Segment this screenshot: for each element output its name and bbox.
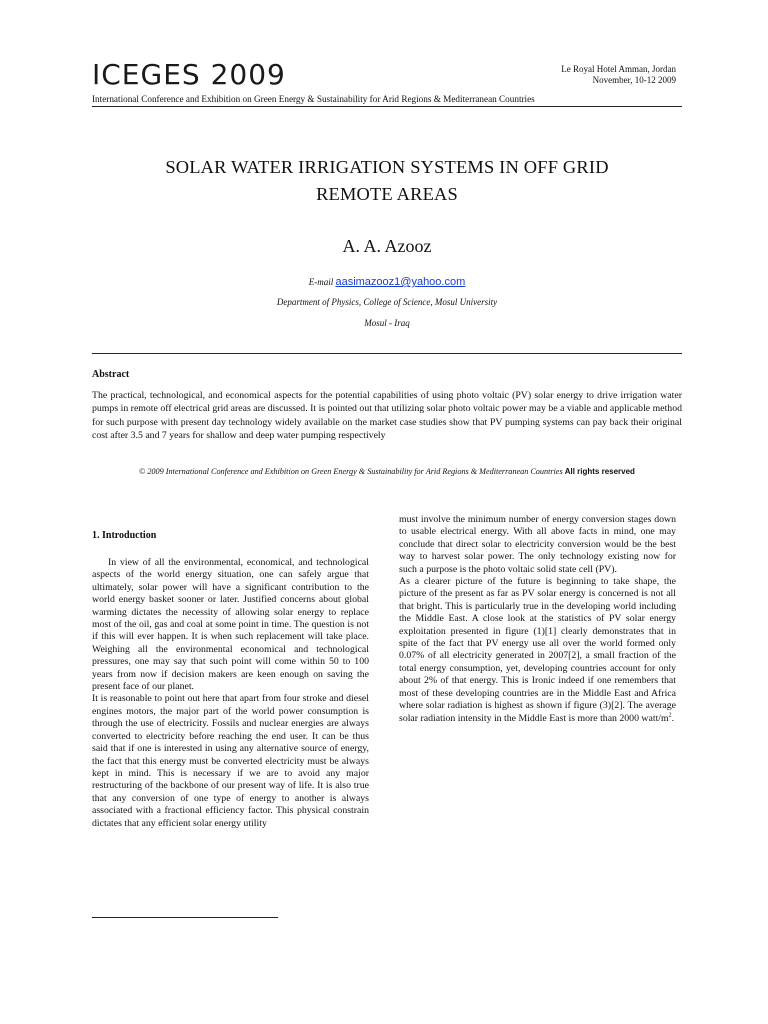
author-email-line	[92, 276, 682, 288]
author-city: Mosul - Iraq	[364, 318, 410, 328]
title-line-1: SOLAR WATER IRRIGATION SYSTEMS IN OFF GRID	[165, 157, 609, 177]
paper-title	[92, 154, 682, 208]
abstract-heading: Abstract	[92, 369, 130, 380]
rights-reserved: All rights reserved	[564, 467, 635, 476]
venue-location: Le Royal Hotel Amman, Jordan	[561, 64, 676, 74]
paragraph	[399, 576, 676, 725]
abstract-text: The practical, technological, and economical aspects for the potential capabilities of using photo voltaic (PV) solar energy to drive irrigation water pumps in remote off electrical grid areas are discussed. It is pointed out that utilizing solar photo voltaic power may be a viable and applicable method for such purpose with present day technology widely available on the market case studies show that PV pumping systems can pay back their original cost after 3.5 and 7 years for shallow and deep water pumping respectively	[92, 390, 682, 442]
email-link[interactable]: aasimazooz1@yahoo.com	[335, 276, 466, 288]
copyright-notice	[92, 467, 682, 476]
author-name: A. A. Azooz	[342, 236, 432, 256]
conference-logo: ICEGES 2009	[92, 58, 286, 91]
paragraph-text: As a clearer picture of the future is beginning to take shape, the picture of the present as far as PV solar energy is concerned is not all that bright. This is particularly true in the developing world including the Middle East. A close look at the statistics of PV solar energy exploitation presented in figure (1)[1] clearly demonstrates that in spite of the fact that PV energy use all over the world formed only 0.07% of all electricity generated in 2007[2], a small fraction of the total energy consumption, yet, developing countries account for only about 2% of that energy. This is Ironic indeed if one remembers that most of these developing countries are in the Middle East and Africa where solar radiation is highest as shown if figure (3)[2]. The average solar radiation intensity in the Middle East is more than 2000 watt/m	[399, 576, 676, 724]
paragraph: In view of all the environmental, economical, and technological aspects of the world energy situation, one can safely argue that ultimately, solar power will have a significant contribution to the world energy basket sooner or later. Justified concerns about global warming dictates the necessity of allowing solar energy to replace most of the oil, gas and coal at some point in time. The question is not if this will ever happen. It is when such replacement will take place. Weighing all the environmental economical and technological pressures, one may say that such point will come within 50 to 100 years from now if decision makers are keen enough on saving the present face of our planet.	[92, 557, 369, 693]
right-column	[399, 514, 676, 725]
paragraph: It is reasonable to point out here that apart from four stroke and diesel engines motors, the major part of the world power consumption is through the use of electricity. Fossils and nuclear energies are always converted to electricity before reaching the end user. It can be thus said that if one is interested in using any alternative source of energy, the fact that this energy must be converted electricity must be always kept in mind. This is necessary if we are to avoid any major restructuring of the backbone of our present way of life. It is also true that any conversion of one type of energy to another is always associated with a fractional efficiency factor. This physical constrain dictates that any efficient solar energy utility	[92, 693, 369, 829]
title-line-2: REMOTE AREAS	[316, 184, 458, 204]
venue-info	[561, 64, 676, 85]
paragraph-end: .	[671, 712, 675, 724]
header-divider	[92, 106, 682, 107]
author-department: Department of Physics, College of Science, Mosul University	[276, 297, 498, 307]
paragraph: must involve the minimum number of energy conversion stages down to usable electrical energy. With all above facts in mind, one may conclude that direct solar to electricity conversion would be the best way to harvest solar power. The only technology existing now for such a purpose is the photo voltaic solid state cell (PV).	[399, 514, 676, 575]
left-column	[92, 557, 369, 830]
abstract-divider	[92, 353, 682, 354]
superscript: 2	[668, 712, 672, 719]
conference-name: International Conference and Exhibition on Green Energy & Sustainability for Arid Regions & Mediterranean Countries	[92, 94, 535, 104]
venue-date: November, 10-12 2009	[592, 74, 676, 85]
introduction-heading: 1. Introduction	[92, 530, 157, 541]
copyright-text: © 2009 International Conference and Exhibition on Green Energy & Sustainability for Arid Regions & Mediterranean Countries	[139, 467, 565, 476]
footnote-divider	[92, 917, 278, 918]
email-label: E-mail	[308, 277, 336, 287]
